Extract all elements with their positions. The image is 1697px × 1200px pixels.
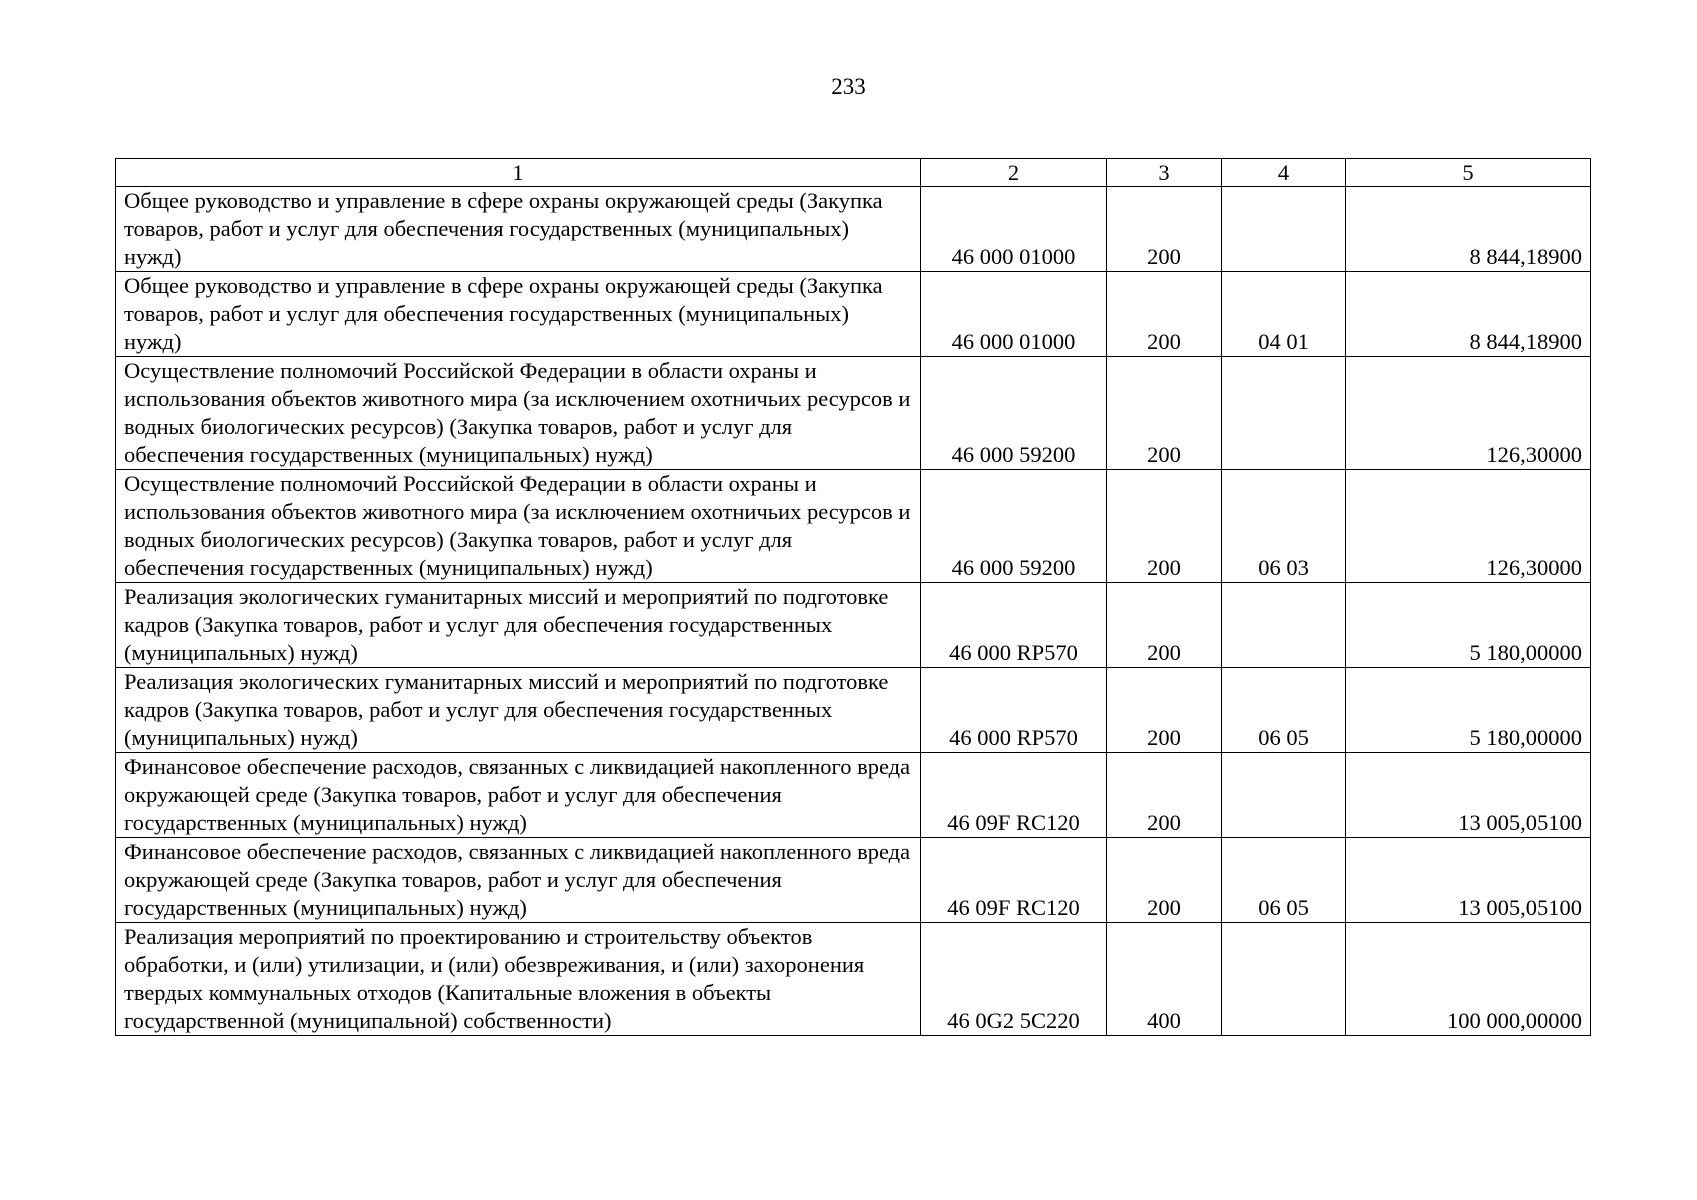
row-name: Реализация мероприятий по проектированию и строительству объектов обработки, и (или) утилизации, и (или) обезвреживания, и (или) захоронения твердых коммунальных отходов (Капитальные вложения в объекты государственной (муниципальной) собственности): [116, 923, 921, 1036]
row-name: Общее руководство и управление в сфере охраны окружающей среды (Закупка товаров, работ и услуг для обеспечения государственных (муниципальных) нужд): [116, 187, 921, 272]
header-col-4: 4: [1222, 159, 1346, 187]
row-section: [1222, 923, 1346, 1036]
row-amount: 126,30000: [1346, 357, 1591, 470]
row-section: [1222, 753, 1346, 838]
table-row: [116, 753, 1591, 838]
row-code: 46 000 59200: [921, 470, 1107, 583]
table-row: [116, 187, 1591, 272]
row-name: Реализация экологических гуманитарных миссий и мероприятий по подготовке кадров (Закупка товаров, работ и услуг для обеспечения государственных (муниципальных) нужд): [116, 668, 921, 753]
row-section: [1222, 583, 1346, 668]
row-expense-type: 200: [1107, 753, 1222, 838]
row-expense-type: 200: [1107, 470, 1222, 583]
row-section: 06 05: [1222, 838, 1346, 923]
row-code: 46 000 RP570: [921, 583, 1107, 668]
row-section: 06 05: [1222, 668, 1346, 753]
header-col-5: 5: [1346, 159, 1591, 187]
table-row: [116, 583, 1591, 668]
row-name: Финансовое обеспечение расходов, связанных с ликвидацией накопленного вреда окружающей среде (Закупка товаров, работ и услуг для обеспечения государственных (муниципальных) нужд): [116, 753, 921, 838]
row-name: Осуществление полномочий Российской Федерации в области охраны и использования объектов животного мира (за исключением охотничьих ресурсов и водных биологических ресурсов) (Закупка товаров, работ и услуг для обеспечения государственных (муниципальных) нужд): [116, 470, 921, 583]
row-code: 46 000 59200: [921, 357, 1107, 470]
table-row: [116, 470, 1591, 583]
row-amount: 8 844,18900: [1346, 187, 1591, 272]
row-amount: 5 180,00000: [1346, 668, 1591, 753]
header-col-2: 2: [921, 159, 1107, 187]
row-expense-type: 200: [1107, 187, 1222, 272]
row-expense-type: 200: [1107, 357, 1222, 470]
row-amount: 126,30000: [1346, 470, 1591, 583]
header-col-3: 3: [1107, 159, 1222, 187]
row-amount: 100 000,00000: [1346, 923, 1591, 1036]
row-code: 46 09F RC120: [921, 838, 1107, 923]
table-row: [116, 357, 1591, 470]
row-expense-type: 400: [1107, 923, 1222, 1036]
row-code: 46 09F RC120: [921, 753, 1107, 838]
table-row: [116, 923, 1591, 1036]
row-name: Общее руководство и управление в сфере охраны окружающей среды (Закупка товаров, работ и услуг для обеспечения государственных (муниципальных) нужд): [116, 272, 921, 357]
row-code: 46 000 01000: [921, 272, 1107, 357]
row-expense-type: 200: [1107, 838, 1222, 923]
row-expense-type: 200: [1107, 668, 1222, 753]
row-code: 46 000 01000: [921, 187, 1107, 272]
row-code: 46 000 RP570: [921, 668, 1107, 753]
row-name: Осуществление полномочий Российской Федерации в области охраны и использования объектов животного мира (за исключением охотничьих ресурсов и водных биологических ресурсов) (Закупка товаров, работ и услуг для обеспечения государственных (муниципальных) нужд): [116, 357, 921, 470]
table-body: [116, 187, 1591, 1036]
page-number: 233: [831, 74, 866, 99]
row-amount: 8 844,18900: [1346, 272, 1591, 357]
header-col-1: 1: [116, 159, 921, 187]
row-code: 46 0G2 5C220: [921, 923, 1107, 1036]
row-expense-type: 200: [1107, 583, 1222, 668]
table-row: [116, 272, 1591, 357]
table-header: [116, 159, 1591, 187]
table-row: [116, 838, 1591, 923]
header-row: [116, 159, 1591, 187]
row-section: [1222, 357, 1346, 470]
row-name: Реализация экологических гуманитарных миссий и мероприятий по подготовке кадров (Закупка товаров, работ и услуг для обеспечения государственных (муниципальных) нужд): [116, 583, 921, 668]
budget-table: [115, 158, 1591, 1036]
row-amount: 13 005,05100: [1346, 753, 1591, 838]
row-expense-type: 200: [1107, 272, 1222, 357]
row-section: 06 03: [1222, 470, 1346, 583]
row-amount: 5 180,00000: [1346, 583, 1591, 668]
table-row: [116, 668, 1591, 753]
row-section: 04 01: [1222, 272, 1346, 357]
row-amount: 13 005,05100: [1346, 838, 1591, 923]
row-section: [1222, 187, 1346, 272]
row-name: Финансовое обеспечение расходов, связанных с ликвидацией накопленного вреда окружающей среде (Закупка товаров, работ и услуг для обеспечения государственных (муниципальных) нужд): [116, 838, 921, 923]
